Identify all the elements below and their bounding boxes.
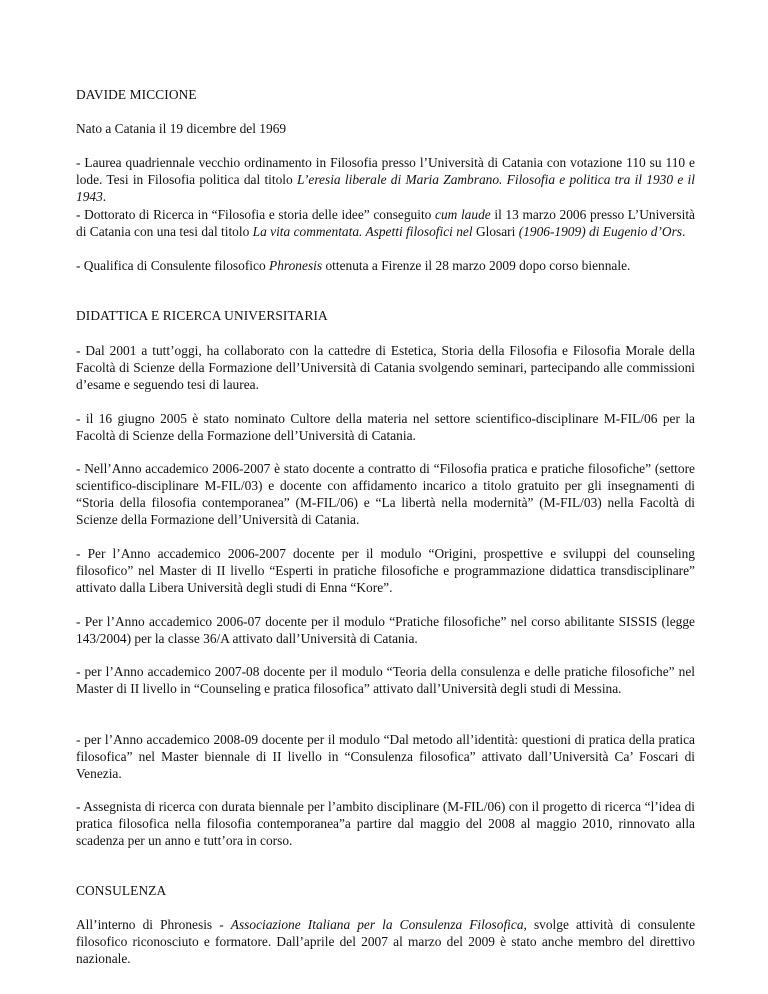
section-heading-didattica: DIDATTICA E RICERCA UNIVERSITARIA [76, 308, 328, 323]
qualifica-paragraph: - Qualifica di Consulente filosofico Phronesis ottenuta a Firenze il 28 marzo 2009 dopo corso biennale. [76, 258, 631, 273]
didattica-item: - Per l’Anno accademico 2006-07 docente per il modulo “Pratiche filosofiche” nel corso abilitante SISSIS (legge 143/2004) per la classe 36/A attivato dall’Università di Catania. [76, 614, 695, 646]
birth-info: Nato a Catania il 19 dicembre del 1969 [76, 121, 287, 136]
association-name: Associazione Italiana per la Consulenza Filosofica [230, 917, 524, 932]
didattica-item: - Dal 2001 a tutt’oggi, ha collaborato con la cattedre di Estetica, Storia della Filosofia e Filosofia Morale della Facoltà di Scienze della Formazione dell’Università di Catania svolgendo seminari, partecipando alle commissioni d’esame e seguendo tesi di laurea. [76, 343, 695, 392]
didattica-item: - Nell’Anno accademico 2006-2007 è stato docente a contratto di “Filosofia pratica e pratiche filosofiche” (settore scientifico-disciplinare M-FIL/03) e docente con affidamento incarico a titolo gratuito per gli insegnamenti di “Storia della filosofia contemporanea” (M-FIL/06) e “La libertà nella modernità” (M-FIL/03) nella Facoltà di Scienze della Formazione dell’Università di Catania. [76, 461, 695, 527]
didattica-item: - Assegnista di ricerca con durata biennale per l’ambito disciplinare (M-FIL/06) con il progetto di ricerca “l’idea di pratica filosofica nella filosofia contemporanea”a partire dal maggio del 2008 al maggio 2010, rinnovato alla scadenza per un anno e tutt’ora in corso. [76, 799, 695, 848]
laurea-paragraph: - Laurea quadriennale vecchio ordinamento in Filosofia presso l’Università di Catania con votazione 110 su 110 e lode. Tesi in Filosofia politica dal titolo L’eresia liberale di Maria Zambrano. Filosofia e politica tra il 1930 e il 1943. [76, 155, 695, 204]
didattica-item: - per l’Anno accademico 2008-09 docente per il modulo “Dal metodo all’identità: questioni di pratica della pratica filosofica” nel Master biennale di II livello in “Consulenza filosofica” attivato dall’Università Ca’ Foscari di Venezia. [76, 732, 695, 781]
didattica-item: - per l’Anno accademico 2007-08 docente per il modulo “Teoria della consulenza e delle pratiche filosofiche” nel Master di II livello in “Counseling e pratica filosofica” attivato dall’Università degli studi di Messina. [76, 664, 695, 696]
person-name: DAVIDE MICCIONE [76, 87, 197, 102]
didattica-item: - il 16 giugno 2005 è stato nominato Cultore della materia nel settore scientifico-disciplinare M-FIL/06 per la Facoltà di Scienze della Formazione dell’Università di Catania. [76, 411, 695, 443]
dottorato-paragraph: - Dottorato di Ricerca in “Filosofia e storia delle idee” conseguito cum laude il 13 marzo 2006 presso L’Università di Catania con una tesi dal titolo La vita commentata. Aspetti filosofici nel Glosari (1906-1909) di Eugenio d’Ors. [76, 207, 695, 239]
laurea-thesis-title: L’eresia liberale di Maria Zambrano. Filosofia e politica tra il 1930 e il 1943 [76, 172, 695, 204]
consulenza-paragraph: All’interno di Phronesis - Associazione Italiana per la Consulenza Filosofica, svolge attività di consulente filosofico riconosciuto e formatore. Dall’aprile del 2007 al marzo del 2009 è stato anche membro del direttivo nazionale. [76, 917, 696, 966]
didattica-item: - Per l’Anno accademico 2006-2007 docente per il modulo “Origini, prospettive e sviluppi del counseling filosofico” nel Master di II livello “Esperti in pratiche filosofiche e programmazione didattica transdisciplinare” attivato dalla Libera Università degli studi di Enna “Kore”. [76, 546, 695, 595]
section-heading-consulenza: CONSULENZA [76, 883, 167, 898]
